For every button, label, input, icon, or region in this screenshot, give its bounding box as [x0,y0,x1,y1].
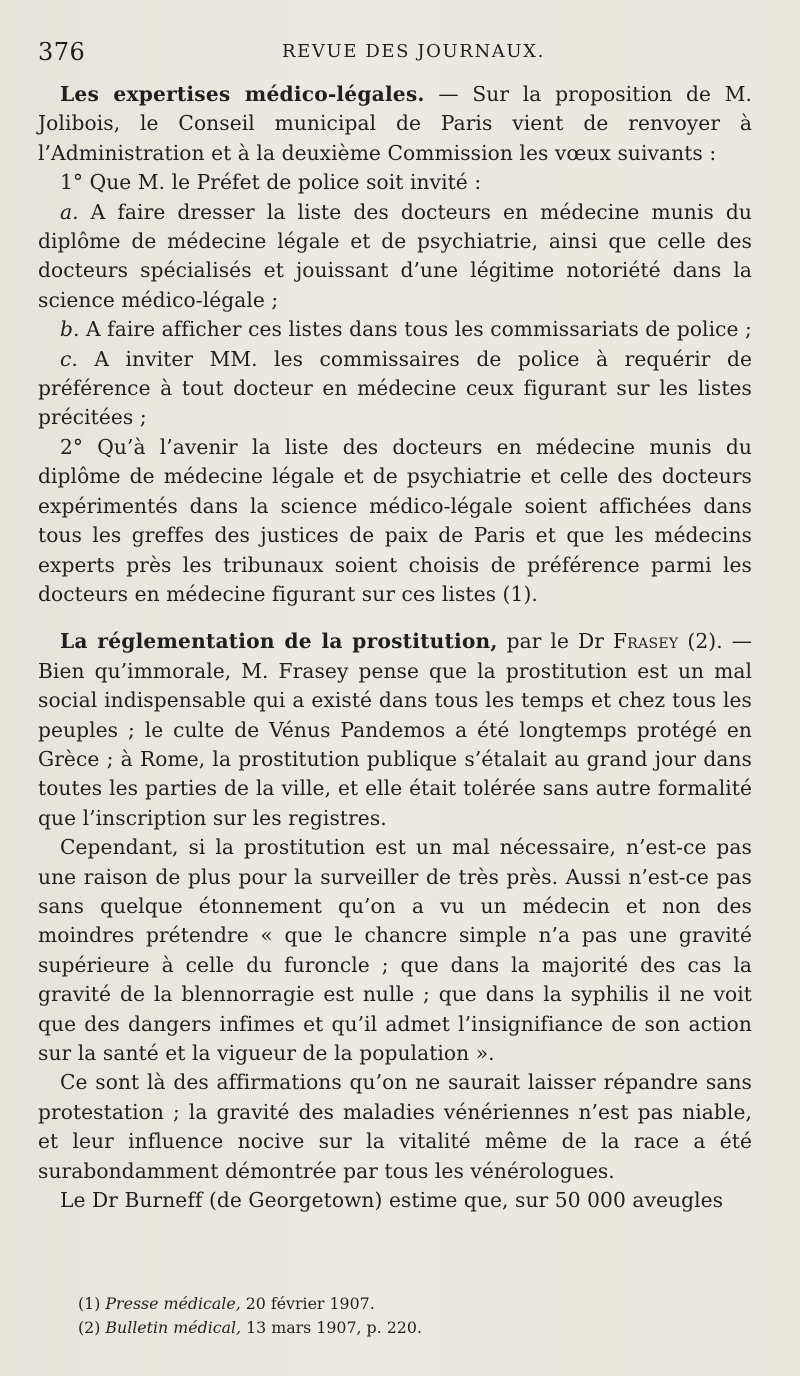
page-header [38,38,758,70]
footnotes [78,1292,758,1340]
item-b-text: A faire afficher ces listes dans tous les commissariats de police ; [79,317,752,342]
section-title-expertises: Les expertises médico-légales. [60,82,425,106]
expertises-item-2: 2° Qu’à l’avenir la liste des docteurs en médecine munis du diplôme de médecine légale et de psychiatrie et celle des docteurs expérimentés dans la science médico-légale soient affichées dans tous les greffes des justices de paix de Paris et que les médecins experts près les tribunaux soient choisis de préférence parmi les docteurs en médecine figurant sur ces listes (1). [38,434,752,606]
page-number: 376 [38,38,86,66]
expertises-item-b [38,315,752,344]
author-prefix: par le Dr [497,629,613,654]
item-a-label: a. [60,199,79,224]
footnote-1 [78,1292,758,1316]
expertises-item-1: 1° Que M. le Préfet de police soit invité : [60,170,482,195]
section-gap [38,609,752,627]
section-title-prostitution: La réglementation de la prostitution, [60,629,498,654]
prostitution-para-2: Cependant, si la prostitution est un mal nécessaire, n’est-ce pas une raison de plus pour la surveiller de très près. Aussi n’est-ce pas sans quelque étonnement qu’on a vu un médecin et non des moindres prétendre « que le chancre simple n’a pas une gravité supérieure à celle du furoncle ; que dans la majorité des cas la gravité de la blennorragie est nulle ; que dans la syphilis il ne voit que des dangers infimes et qu’il admet l’insignifiance de son action sur la santé et la vigueur de la population ». [38,835,752,1065]
item-c-label: c. [60,346,78,371]
item-a-text: A faire dresser la liste des docteurs en médecine munis du diplôme de médecine légale et de psychiatrie, ainsi que celle des docteurs spécialisés et jouissant d’une légitime notoriété dans la science médico-légale ; [38,199,752,312]
footnote-1-source: Presse médicale, [105,1294,241,1313]
item-c-text: A inviter MM. les commissaires de police à requérir de préférence à tout docteur en médecine ceux figurant sur les listes précitées ; [38,346,752,430]
expertises-item-a [38,198,752,316]
expertises-intro [38,80,752,168]
item-b-label: b. [60,317,80,342]
author-name: Frasey [612,629,679,654]
prostitution-para-4: Le Dr Burneff (de Georgetown) estime que, sur 50 000 aveugles [60,1188,724,1213]
prostitution-para-1 [38,627,752,833]
running-title: REVUE DES JOURNAUX. [282,41,545,62]
footnote-2-marker: (2) [78,1318,101,1337]
prostitution-para-1-text: — Bien qu’immorale, M. Frasey pense que la prostitution est un mal social indispensable qui a existé dans tous les temps et chez tous les peuples ; le culte de Vénus Pandemos a été longtemps protégé en Grèce ; à Rome, la prostitution publique s’étalait au grand jour dans toutes les parties de la ville, et elle était tolérée sans autre formalité que l’inscription sur les registres. [38,629,752,830]
article-body [38,80,752,1215]
expertises-item-c [38,345,752,433]
footnote-2 [78,1316,758,1340]
footnote-2-detail: 13 mars 1907, p. 220. [241,1318,422,1337]
prostitution-para-3: Ce sont là des affirmations qu’on ne saurait laisser répandre sans protestation ; la gravité des maladies vénériennes n’est pas niable, et leur influence nocive sur la vitalité même de la race a été surabondamment démontrée par tous les vénérologues. [38,1070,752,1183]
footnote-1-detail: 20 février 1907. [240,1294,375,1313]
footnote-2-source: Bulletin médical, [105,1318,242,1337]
author-ref: (2). [678,629,723,654]
expertises-intro-text: — Sur la proposition de M. Jolibois, le Conseil municipal de Paris vient de renvoyer à l’Administration et à la deuxième Commission les vœux suivants : [38,82,752,165]
footnote-1-marker: (1) [78,1294,101,1313]
